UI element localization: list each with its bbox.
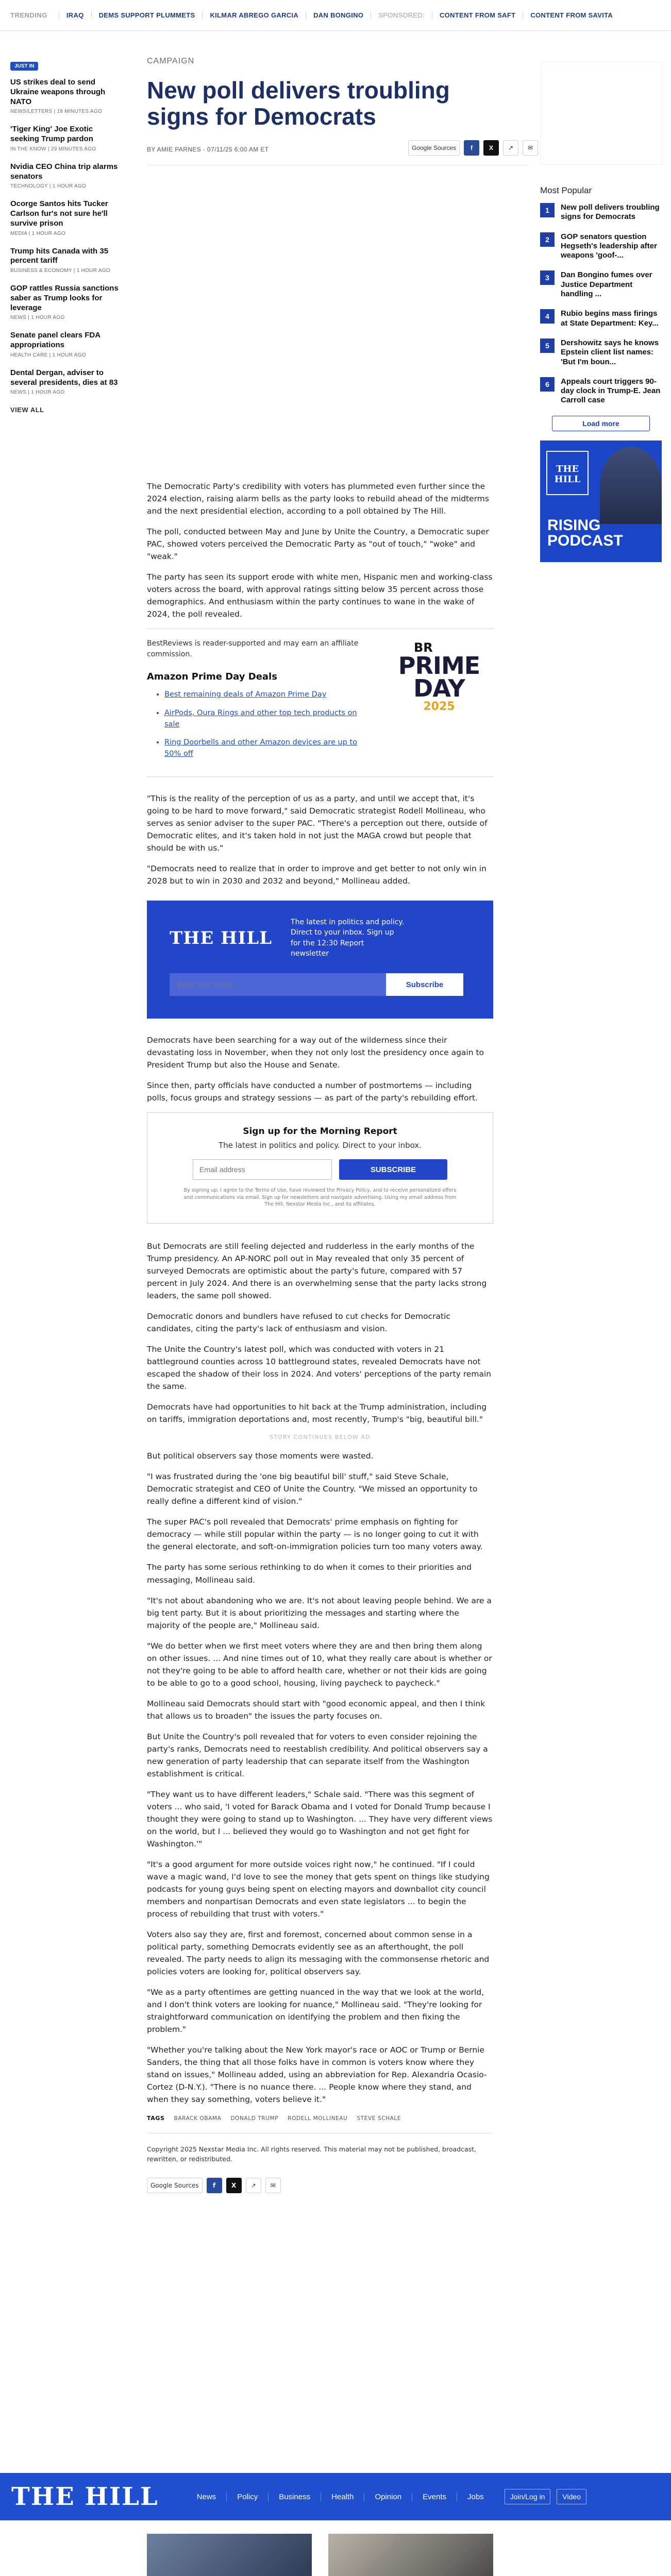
share-icon[interactable]: ↗ — [246, 2178, 261, 2193]
popular-item[interactable] — [540, 377, 662, 405]
tags-label: TAGS — [147, 2115, 165, 2122]
email-icon[interactable]: ✉ — [523, 140, 538, 156]
trending-link[interactable]: IRAQ — [59, 11, 91, 19]
copyright: Copyright 2025 Nexstar Media Inc. All rights reserved. This material may not be published, broadcast, rewritten, or redistributed. — [147, 2145, 476, 2163]
popular-rank: 1 — [540, 203, 555, 217]
popular-rank: 3 — [540, 270, 555, 285]
ad-slot — [540, 62, 662, 165]
tags-row — [147, 2115, 493, 2133]
facebook-icon[interactable]: f — [207, 2178, 222, 2193]
deal-link[interactable]: • AirPods, Oura Rings and other top tech products on sale — [164, 708, 374, 731]
rail-item[interactable] — [10, 368, 119, 396]
paragraph: "Democrats need to realize that in order to improve and get better to not only win in 2028 but to win in 2030 and 2032 and beyond," Mollineau added. — [147, 863, 487, 886]
the-hill-logo: THE HILL — [170, 927, 273, 948]
popular-rank: 5 — [540, 338, 555, 353]
rail-item[interactable] — [10, 162, 119, 190]
paragraph: The poll, conducted between May and June by Unite the Country, a Democratic super PAC, showed voters perceived the Democratic Party as "out of touch," "woke" and "weak." — [147, 527, 489, 562]
rail-item-title[interactable]: Ocorge Santos hits Tucker Carlson fur's not sure he'll survive prison — [10, 199, 108, 228]
the-hill-logo[interactable]: THE HILL — [11, 2482, 159, 2511]
deals-list — [147, 689, 374, 760]
just-in-rail — [10, 61, 119, 415]
paragraph: "It's a good argument for more outside voices right now," he continued. "If I could wave a magic wand, I'd love to see the money that gets spent on things like studying podcasts for young guys being spent on electing mayors and downballot city council members and nonpartisan Democrats and even state legislators ... to begin the process of rebuilding that trust with voters." — [147, 1859, 490, 1919]
most-popular-rail — [540, 185, 662, 562]
most-popular-title: Most Popular — [540, 185, 592, 195]
prime-day-logo — [390, 640, 488, 713]
byline: BY AMIE PARNES - 07/11/25 6:00 AM ET — [147, 146, 269, 153]
rail-item-title[interactable]: Senate panel clears FDA appropriations — [10, 331, 100, 349]
google-sources-button[interactable]: Google Sources — [147, 2178, 203, 2193]
morning-report-signup — [147, 1112, 493, 1224]
rail-item[interactable] — [10, 125, 119, 152]
nav-item-events[interactable]: Events — [412, 2493, 457, 2501]
rail-item-meta: MEDIA | 1 HOUR AGO — [10, 230, 65, 236]
morning-email-input[interactable] — [193, 1159, 332, 1180]
paragraph: "Whether you're talking about the New York mayor's race or AOC or Trump or Bernie Sanders, the thing that all those folks have in common is voters know where they stand on issues," Mollineau added, using an abbreviation for Rep. Alexandria Ocasio-Cortez (D-N.Y.). "There is no nuance there. ... People know where they stand, and when they say something, voters believe it." — [147, 2045, 487, 2105]
rail-item-title[interactable]: Nvidia CEO China trip alarms senators — [10, 162, 118, 181]
paragraph: Since then, party officials have conducted a number of postmortems — including polls, focus groups and strategy sessions — as part of the party's rebuilding effort. — [147, 1081, 478, 1103]
legal-text: By signing up, I agree to the Terms of Use, have reviewed the Privacy Policy, and to receive personalized offers and communications via email. Sign up for newsletters and navigate advertising. Using my email address from The Hill, Nexstar Media Inc., and its affiliates. — [183, 1188, 457, 1207]
popular-item[interactable] — [540, 232, 662, 261]
paragraph: "It's not about abandoning who we are. It's not about leaving people behind. We are a big tent party. But it is about prioritizing the messages and starting where the majority of the people are," Mollineau said. — [147, 1596, 492, 1630]
rail-item[interactable] — [10, 284, 119, 320]
paragraph: But political observers say those moments were wasted. — [147, 1451, 374, 1461]
deal-link[interactable]: • Ring Doorbells and other Amazon devices are up to 50% off — [164, 737, 374, 760]
rail-item-title[interactable]: Trump hits Canada with 35 percent tariff — [10, 246, 109, 265]
rail-item-meta: TECHNOLOGY | 1 HOUR AGO — [10, 183, 87, 190]
nav-item-opinion[interactable]: Opinion — [364, 2493, 412, 2501]
popular-item[interactable] — [540, 203, 662, 222]
popular-item[interactable] — [540, 309, 662, 328]
deals-heading: Amazon Prime Day Deals — [147, 671, 277, 683]
rail-item-meta: NEWS | 1 HOUR AGO — [10, 315, 65, 321]
sponsored-label: SPONSORED: — [371, 11, 432, 19]
load-more-button[interactable]: Load more — [552, 416, 650, 431]
paragraph: The Unite the Country's latest poll, which was conducted with voters in 21 battleground counties across 10 battleground states, revealed Democrats have not escaped the shadow of their loss in 2024. And voters' perceptions of the party remain the same. — [147, 1345, 492, 1392]
prime-day-year: 2025 — [423, 700, 455, 713]
related-card[interactable] — [147, 2534, 312, 2576]
trending-label: TRENDING — [10, 11, 47, 19]
newsletter-text: The latest in politics and policy. Direct to your inbox. Sign up for the 12:30 Report newsletter — [291, 918, 405, 958]
bottom-share-row — [147, 2178, 493, 2193]
popular-item[interactable] — [540, 338, 662, 367]
trending-bar — [0, 0, 671, 31]
deals-module — [147, 629, 493, 777]
rail-item[interactable] — [10, 78, 119, 114]
tag-link[interactable]: BARACK OBAMA — [174, 2115, 222, 2122]
paragraph: Democrats have had opportunities to hit back at the Trump administration, including on tariffs, immigration deportations and, most recently, Trump's "big, beautiful bill." — [147, 1402, 487, 1425]
login-button[interactable]: Join/Log in — [505, 2489, 551, 2504]
related-articles — [147, 2534, 493, 2576]
newsletter-signup-blue — [147, 901, 493, 1019]
prime-day-text: PRIME DAY — [398, 652, 480, 702]
section-label[interactable]: CAMPAIGN — [147, 57, 195, 65]
tag-link[interactable]: STEVE SCHALE — [357, 2115, 401, 2122]
page-title: New poll delivers troubling signs for Democrats — [147, 77, 450, 130]
paragraph: "They want us to have different leaders," Schale said. "There was this segment of voters ... who said, 'I voted for Barack Obama and I voted for Donald Trump because I thought they were going to stand up to Washington. ... They have very different views on the world, but I ... believed they would go to Washington and not get fight for Washington.'" — [147, 1789, 493, 1849]
site-navigation — [0, 2473, 671, 2520]
rail-item[interactable] — [10, 199, 119, 236]
card-image[interactable] — [328, 2534, 493, 2576]
popular-rank: 6 — [540, 377, 555, 392]
article-body — [147, 480, 493, 2193]
rail-item[interactable] — [10, 247, 119, 274]
story-continues-label: STORY CONTINUES BELOW AD — [270, 1434, 371, 1441]
related-card[interactable] — [328, 2534, 493, 2576]
nav-item-news[interactable]: News — [196, 2492, 216, 2501]
deal-link[interactable]: • Best remaining deals of Amazon Prime Day — [164, 689, 374, 701]
paragraph: Democratic donors and bundlers have refused to cut checks for Democratic candidates, citing the party's lack of enthusiasm and vision. — [147, 1312, 450, 1334]
share-icon[interactable]: ↗ — [503, 140, 518, 156]
tag-link[interactable]: DONALD TRUMP — [230, 2115, 279, 2122]
br-logo-text: BR — [414, 640, 433, 655]
share-row — [408, 140, 538, 156]
rail-item-title[interactable]: GOP rattles Russia sanctions saber as Trump looks for leverage — [10, 284, 119, 312]
paragraph: Mollineau said Democrats should start with "good economic appeal, and then I think that allows us to broaden" the issues the party focuses on. — [147, 1699, 485, 1721]
rail-item-meta: NEWS/LETTERS | 18 MINUTES AGO — [10, 109, 102, 115]
paragraph: "I was frustrated during the 'one big beautiful bill' stuff," said Steve Schale, Democratic strategist and CEO of Unite the Country. "We missed an opportunity to really define a different kind of vision." — [147, 1472, 478, 1506]
paragraph: Democrats have been searching for a way out of the wilderness since their devastating loss in November, when they not only lost the presidency once again to President Trump but also the House and Senate. — [147, 1036, 484, 1070]
popular-title[interactable]: Rubio begins mass firings at State Department: Key... — [561, 309, 659, 328]
rail-item-meta: IN THE KNOW | 29 MINUTES AGO — [10, 146, 96, 152]
popular-title[interactable]: Dershowitz says he knows Epstein client list names: 'But I'm boun... — [561, 338, 659, 366]
popular-item[interactable] — [540, 270, 662, 299]
rail-item-meta: NEWS | 1 HOUR AGO — [10, 389, 65, 396]
paragraph: But Unite the Country's poll revealed that for voters to even consider rejoining the party's ranks, Democrats need to reestablish credibility. And political observers say a new generation of party leadership that can separate itself from the Washington establishment is critical. — [147, 1732, 488, 1778]
morning-report-subtitle: The latest in politics and policy. Direct to your inbox. — [218, 1141, 422, 1150]
rail-item-meta: HEALTH CARE | 1 HOUR AGO — [10, 352, 86, 358]
view-all-link[interactable]: VIEW ALL — [10, 406, 44, 414]
trending-link[interactable]: DAN BONGINO — [306, 11, 371, 19]
popular-title[interactable]: Dan Bongino fumes over Justice Department handling ... — [561, 270, 652, 299]
paragraph: "We do better when we first meet voters where they are and then bring them along on other issues. ... And nine times out of 10, what they really care about is whether or not they're going to be able to afford health care, whether or not their kids are going to be able to go to a good school, housing, living paycheck to paycheck." — [147, 1641, 492, 1688]
nav-item-policy[interactable]: Policy — [226, 2493, 268, 2501]
the-hill-logo: THE HILL — [546, 451, 589, 495]
paragraph — [147, 480, 493, 517]
popular-title[interactable]: New poll delivers troubling signs for Democrats — [561, 203, 660, 222]
morning-report-title: Sign up for the Morning Report — [243, 1126, 397, 1137]
media-placeholder — [147, 171, 493, 470]
paragraph: But Democrats are still feeling dejected and rudderless in the early months of the Trump presidency. An AP-NORC poll out in May revealed that only 35 percent of surveyed Democrats are optimistic about the party's future, compared with 57 percent in July 2024. And there is an overwhelming sense that the party lacks strong leaders, the same poll showed. — [147, 1242, 487, 1301]
paragraph-text: The Democratic Party's credibility with voters has plummeted even further since the 2024 election, raising alarm bells as the party looks to rebuild ahead of the midterms and the next presidential election, according to a poll obtained by The Hill. — [147, 482, 489, 516]
nav-item-business[interactable]: Business — [268, 2493, 321, 2501]
popular-title[interactable]: GOP senators question Hegseth's leadership after weapons 'goof-... — [561, 232, 657, 260]
popular-title[interactable]: Appeals court triggers 90-day clock in Trump-E. Jean Carroll case — [561, 377, 661, 405]
card-image[interactable] — [147, 2534, 312, 2576]
popular-rank: 2 — [540, 232, 555, 247]
paragraph: The party has seen its support erode with white men, Hispanic men and working-class voters across the board, with approval ratings sitting below 35 percent across those demographics. And enthusiasm within the party continues to wane in the wake of 2024, the poll revealed. — [147, 572, 493, 619]
google-sources-button[interactable]: Google Sources — [408, 140, 460, 156]
x-icon[interactable]: X — [226, 2178, 242, 2193]
nav-item-jobs[interactable]: Jobs — [457, 2493, 494, 2501]
sponsored-link[interactable]: CONTENT FROM SAVITA — [523, 11, 620, 19]
rail-item-title[interactable]: US strikes deal to send Ukraine weapons through NATO — [10, 78, 106, 106]
video-button[interactable]: Video — [557, 2489, 586, 2504]
facebook-icon[interactable]: f — [464, 140, 479, 156]
rising-podcast-promo[interactable] — [540, 440, 662, 562]
trending-link[interactable]: DEMS SUPPORT PLUMMETS — [91, 11, 203, 19]
x-icon[interactable]: X — [483, 140, 499, 156]
paragraph: "This is the reality of the perception of us as a party, and until we accept that, it's going to be hard to move forward," said Democratic strategist Rodell Mollineau, who serves as senior adviser to the super PAC. "There's a perception out there, outside of Democratic elites, and it's taken hold in not just the MAGA crowd but people that should be with us." — [147, 793, 488, 853]
newsletter-subscribe-button[interactable]: Subscribe — [386, 973, 463, 996]
morning-subscribe-button[interactable]: SUBSCRIBE — [339, 1159, 447, 1180]
popular-rank: 4 — [540, 309, 555, 324]
rail-item-title[interactable]: 'Tiger King' Joe Exotic seeking Trump pardon — [10, 125, 93, 143]
newsletter-email-input[interactable] — [170, 973, 386, 996]
paragraph: "We as a party oftentimes are getting nuanced in the way that we look at the world, and I don't think voters are looking for nuance," Mollineau said. "They're looking for straightforward communication on identifying the problem and then fixing the problem." — [147, 1987, 484, 2034]
nav-item-health[interactable]: Health — [321, 2493, 364, 2501]
just-in-badge: JUST IN — [10, 62, 38, 71]
paragraph: Voters also say they are, first and foremost, concerned about common sense in a political party, something Democrats evidently see as an afterthought, the poll revealed. The party needs to align its messaging with the commonsense rhetoric and policies voters are looking for, political observers say. — [147, 1929, 490, 1976]
affiliate-note: BestReviews is reader-supported and may earn an affiliate commission. — [147, 639, 359, 659]
paragraph: The party has some serious rethinking to do when it comes to their priorities and messaging, Mollineau said. — [147, 1563, 472, 1585]
trending-link[interactable]: KILMAR ABREGO GARCIA — [202, 11, 306, 19]
paragraph: The super PAC's poll revealed that Democrats' prime emphasis on fighting for democracy — while still popular within the party — is no longer going to cut it with the general electorate, and soft-on-immigration policies turn too many voters away. — [147, 1517, 483, 1552]
rail-item-meta: BUSINESS & ECONOMY | 1 HOUR AGO — [10, 268, 110, 274]
tag-link[interactable]: RODELL MOLLINEAU — [288, 2115, 348, 2122]
sponsored-link[interactable]: CONTENT FROM SAFT — [432, 11, 523, 19]
rail-item[interactable] — [10, 331, 119, 358]
email-icon[interactable]: ✉ — [265, 2178, 281, 2193]
rail-item-title[interactable]: Dental Dergan, adviser to several presidents, dies at 83 — [10, 368, 118, 387]
podcast-title: RISING PODCAST — [547, 516, 623, 549]
host-photo — [600, 447, 662, 524]
